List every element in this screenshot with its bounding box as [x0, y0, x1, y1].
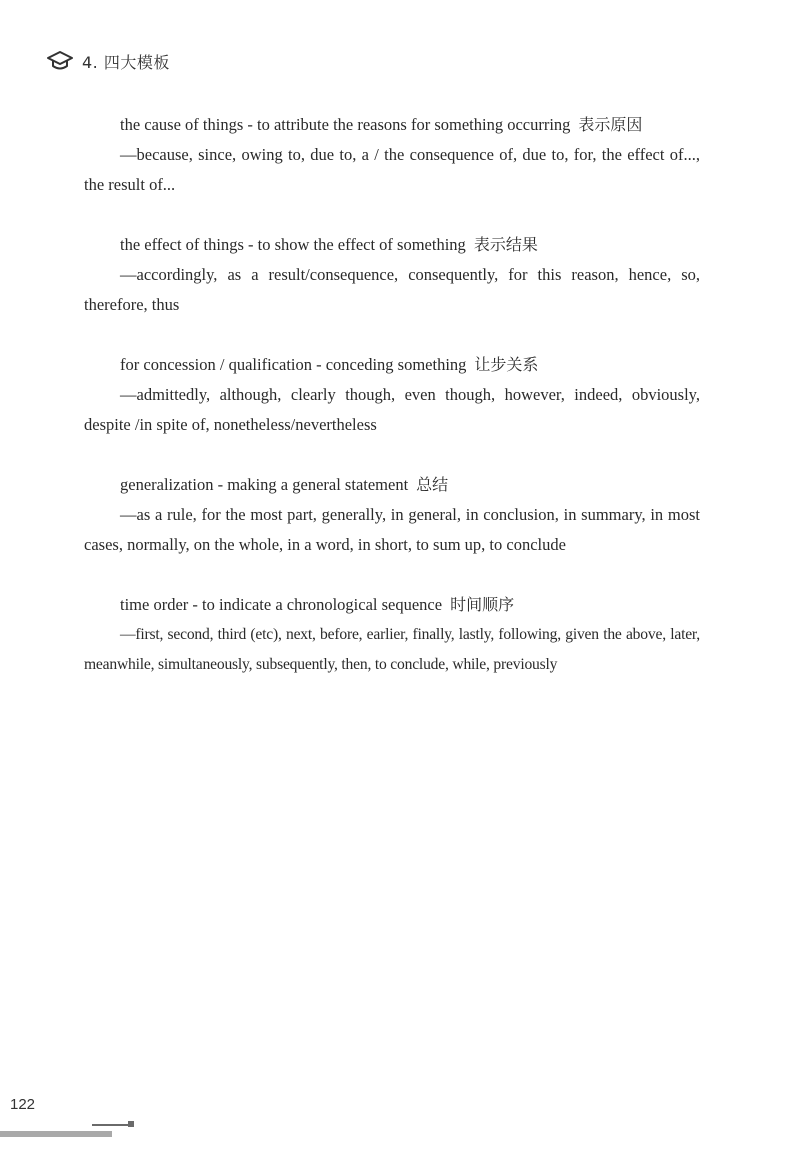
heading-cn-text: 表示原因	[578, 115, 643, 134]
heading-text: time order - to indicate a chronological sequence	[120, 595, 443, 614]
footer-dot	[128, 1121, 134, 1127]
heading-cn-text: 时间顺序	[450, 595, 515, 614]
section-effect	[84, 230, 700, 320]
section-heading	[84, 590, 700, 620]
heading-text: the cause of things - to attribute the reasons for something occurring	[120, 115, 571, 134]
section-heading	[84, 350, 700, 380]
footer-line	[92, 1124, 128, 1126]
section-body: —because, since, owing to, due to, a / the consequence of, due to, for, the effect of..., the result of...	[84, 145, 700, 194]
heading-cn-text: 总结	[416, 475, 449, 494]
section-heading	[84, 470, 700, 500]
section-body: —accordingly, as a result/consequence, consequently, for this reason, hence, so, therefore, thus	[84, 265, 700, 314]
section-heading	[84, 110, 700, 140]
heading-text: the effect of things - to show the effect of something	[120, 235, 466, 254]
section-heading	[84, 230, 700, 260]
footer-bar	[0, 1131, 112, 1137]
heading-text: generalization - making a general statement	[120, 475, 409, 494]
heading-cn-text: 表示结果	[473, 235, 538, 254]
section-concession	[84, 350, 700, 440]
section-body: —first, second, third (etc), next, before, earlier, finally, lastly, following, given the above, later, meanwhile, simultaneously, subsequently, then, to conclude, while, previously	[84, 626, 700, 673]
section-body: —as a rule, for the most part, generally, in general, in conclusion, in summary, in most cases, normally, on the whole, in a word, in short, to sum up, to conclude	[84, 505, 700, 554]
page-number: 122	[10, 1096, 36, 1113]
page-content	[84, 110, 700, 710]
heading-cn-text: 让步关系	[474, 355, 539, 374]
chapter-title: 4. 四大模板	[82, 52, 170, 72]
graduation-cap-icon	[46, 50, 74, 72]
heading-text: for concession / qualification - conceding something	[120, 355, 467, 374]
chapter-header	[46, 50, 170, 72]
section-body: —admittedly, although, clearly though, even though, however, indeed, obviously, despite /in spite of, nonetheless/nevertheless	[84, 385, 700, 434]
section-generalization	[84, 470, 700, 560]
section-cause	[84, 110, 700, 200]
section-time-order	[84, 590, 700, 680]
